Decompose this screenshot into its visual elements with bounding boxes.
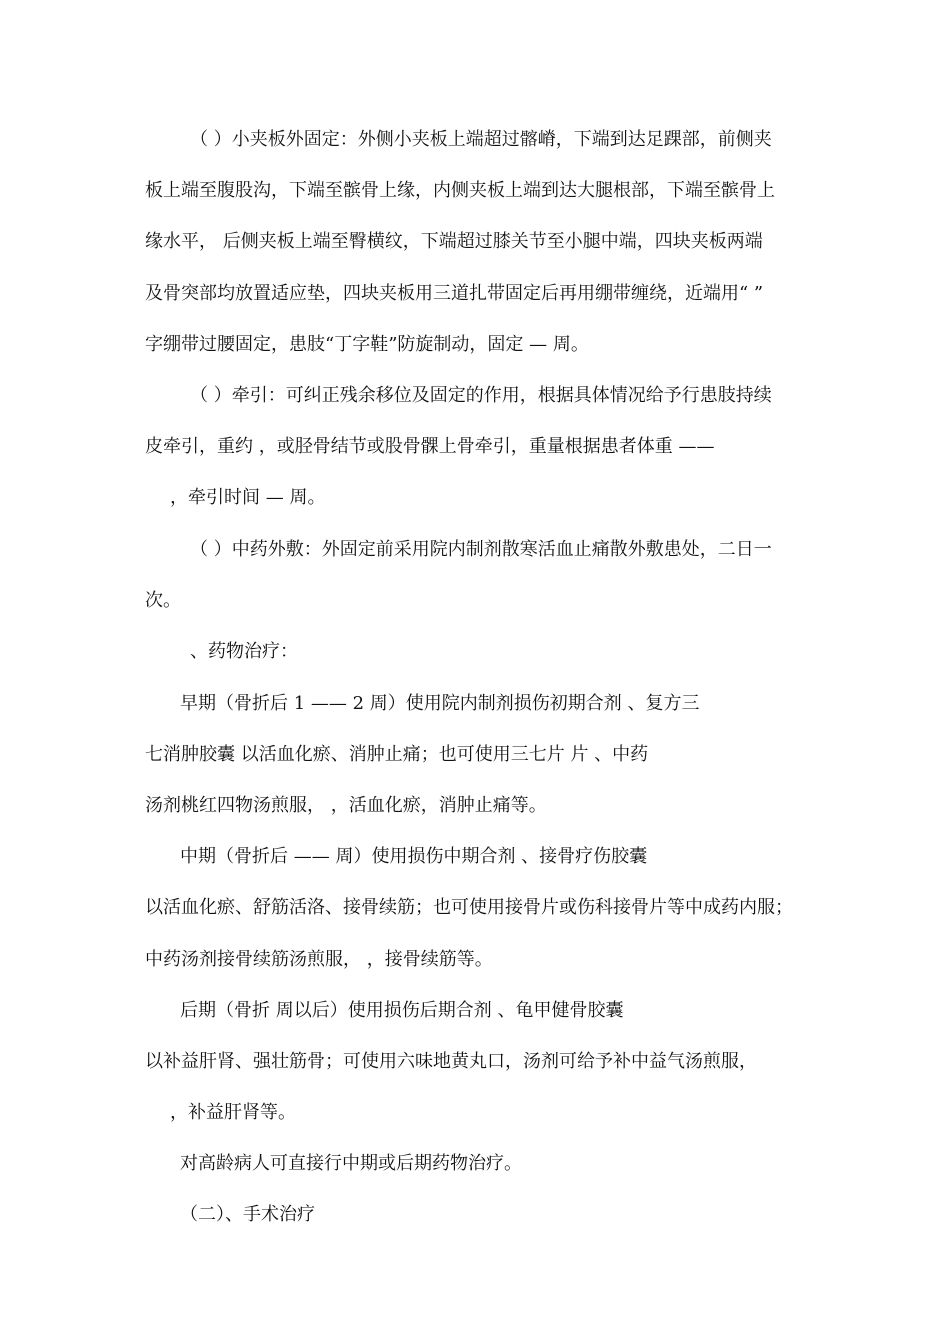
paragraph-line: 汤剂桃红四物汤煎服， ，活血化瘀，消肿止痛等。 bbox=[145, 795, 547, 816]
paragraph-line: （ ）中药外敷：外固定前采用院内制剂散寒活血止痛散外敷患处，二日一 bbox=[190, 539, 772, 560]
paragraph-line: 次。 bbox=[145, 590, 181, 611]
paragraph-line: 板上端至腹股沟，下端至髌骨上缘，内侧夹板上端到达大腿根部，下端至髌骨上 bbox=[145, 180, 775, 201]
paragraph-line: 皮牵引，重约 ，或胫骨结节或股骨髁上骨牵引，重量根据患者体重 —— bbox=[145, 436, 715, 457]
section-heading: 、药物治疗： bbox=[190, 641, 298, 662]
paragraph-line: 中期（骨折后 —— 周）使用损伤中期合剂 、接骨疗伤胶囊 bbox=[180, 846, 648, 867]
section-heading: （二）、手术治疗 bbox=[180, 1204, 315, 1225]
paragraph-line: ，牵引时间 — 周。 bbox=[170, 487, 326, 508]
paragraph-line: 早期（骨折后 1 —— 2 周）使用院内制剂损伤初期合剂 、复方三 bbox=[180, 693, 700, 714]
paragraph-line: 七消肿胶囊 以活血化瘀、消肿止痛；也可使用三七片 片 、中药 bbox=[145, 744, 649, 765]
paragraph-line: 对高龄病人可直接行中期或后期药物治疗。 bbox=[180, 1153, 522, 1174]
paragraph-line: 字绷带过腰固定，患肢“丁字鞋”防旋制动，固定 — 周。 bbox=[145, 334, 589, 355]
paragraph-line: （ ）牵引：可纠正残余移位及固定的作用，根据具体情况给予行患肢持续 bbox=[190, 385, 772, 406]
paragraph-line: 及骨突部均放置适应垫，四块夹板用三道扎带固定后再用绷带缠绕，近端用“ ” bbox=[145, 283, 764, 304]
paragraph-line: ，补益肝肾等。 bbox=[170, 1102, 296, 1123]
paragraph-line: （ ）小夹板外固定：外侧小夹板上端超过髂嵴，下端到达足踝部，前侧夹 bbox=[190, 129, 772, 150]
paragraph-line: 以活血化瘀、舒筋活洛、接骨续筋；也可使用接骨片或伤科接骨片等中成药内服； bbox=[145, 897, 793, 918]
paragraph-line: 以补益肝肾、强壮筋骨；可使用六味地黄丸口，汤剂可给予补中益气汤煎服， bbox=[145, 1051, 757, 1072]
paragraph-line: 后期（骨折 周以后）使用损伤后期合剂 、龟甲健骨胶囊 bbox=[180, 1000, 624, 1021]
paragraph-line: 缘水平， 后侧夹板上端至臀横纹，下端超过膝关节至小腿中端，四块夹板两端 bbox=[145, 231, 763, 252]
paragraph-line: 中药汤剂接骨续筋汤煎服， ，接骨续筋等。 bbox=[145, 949, 493, 970]
